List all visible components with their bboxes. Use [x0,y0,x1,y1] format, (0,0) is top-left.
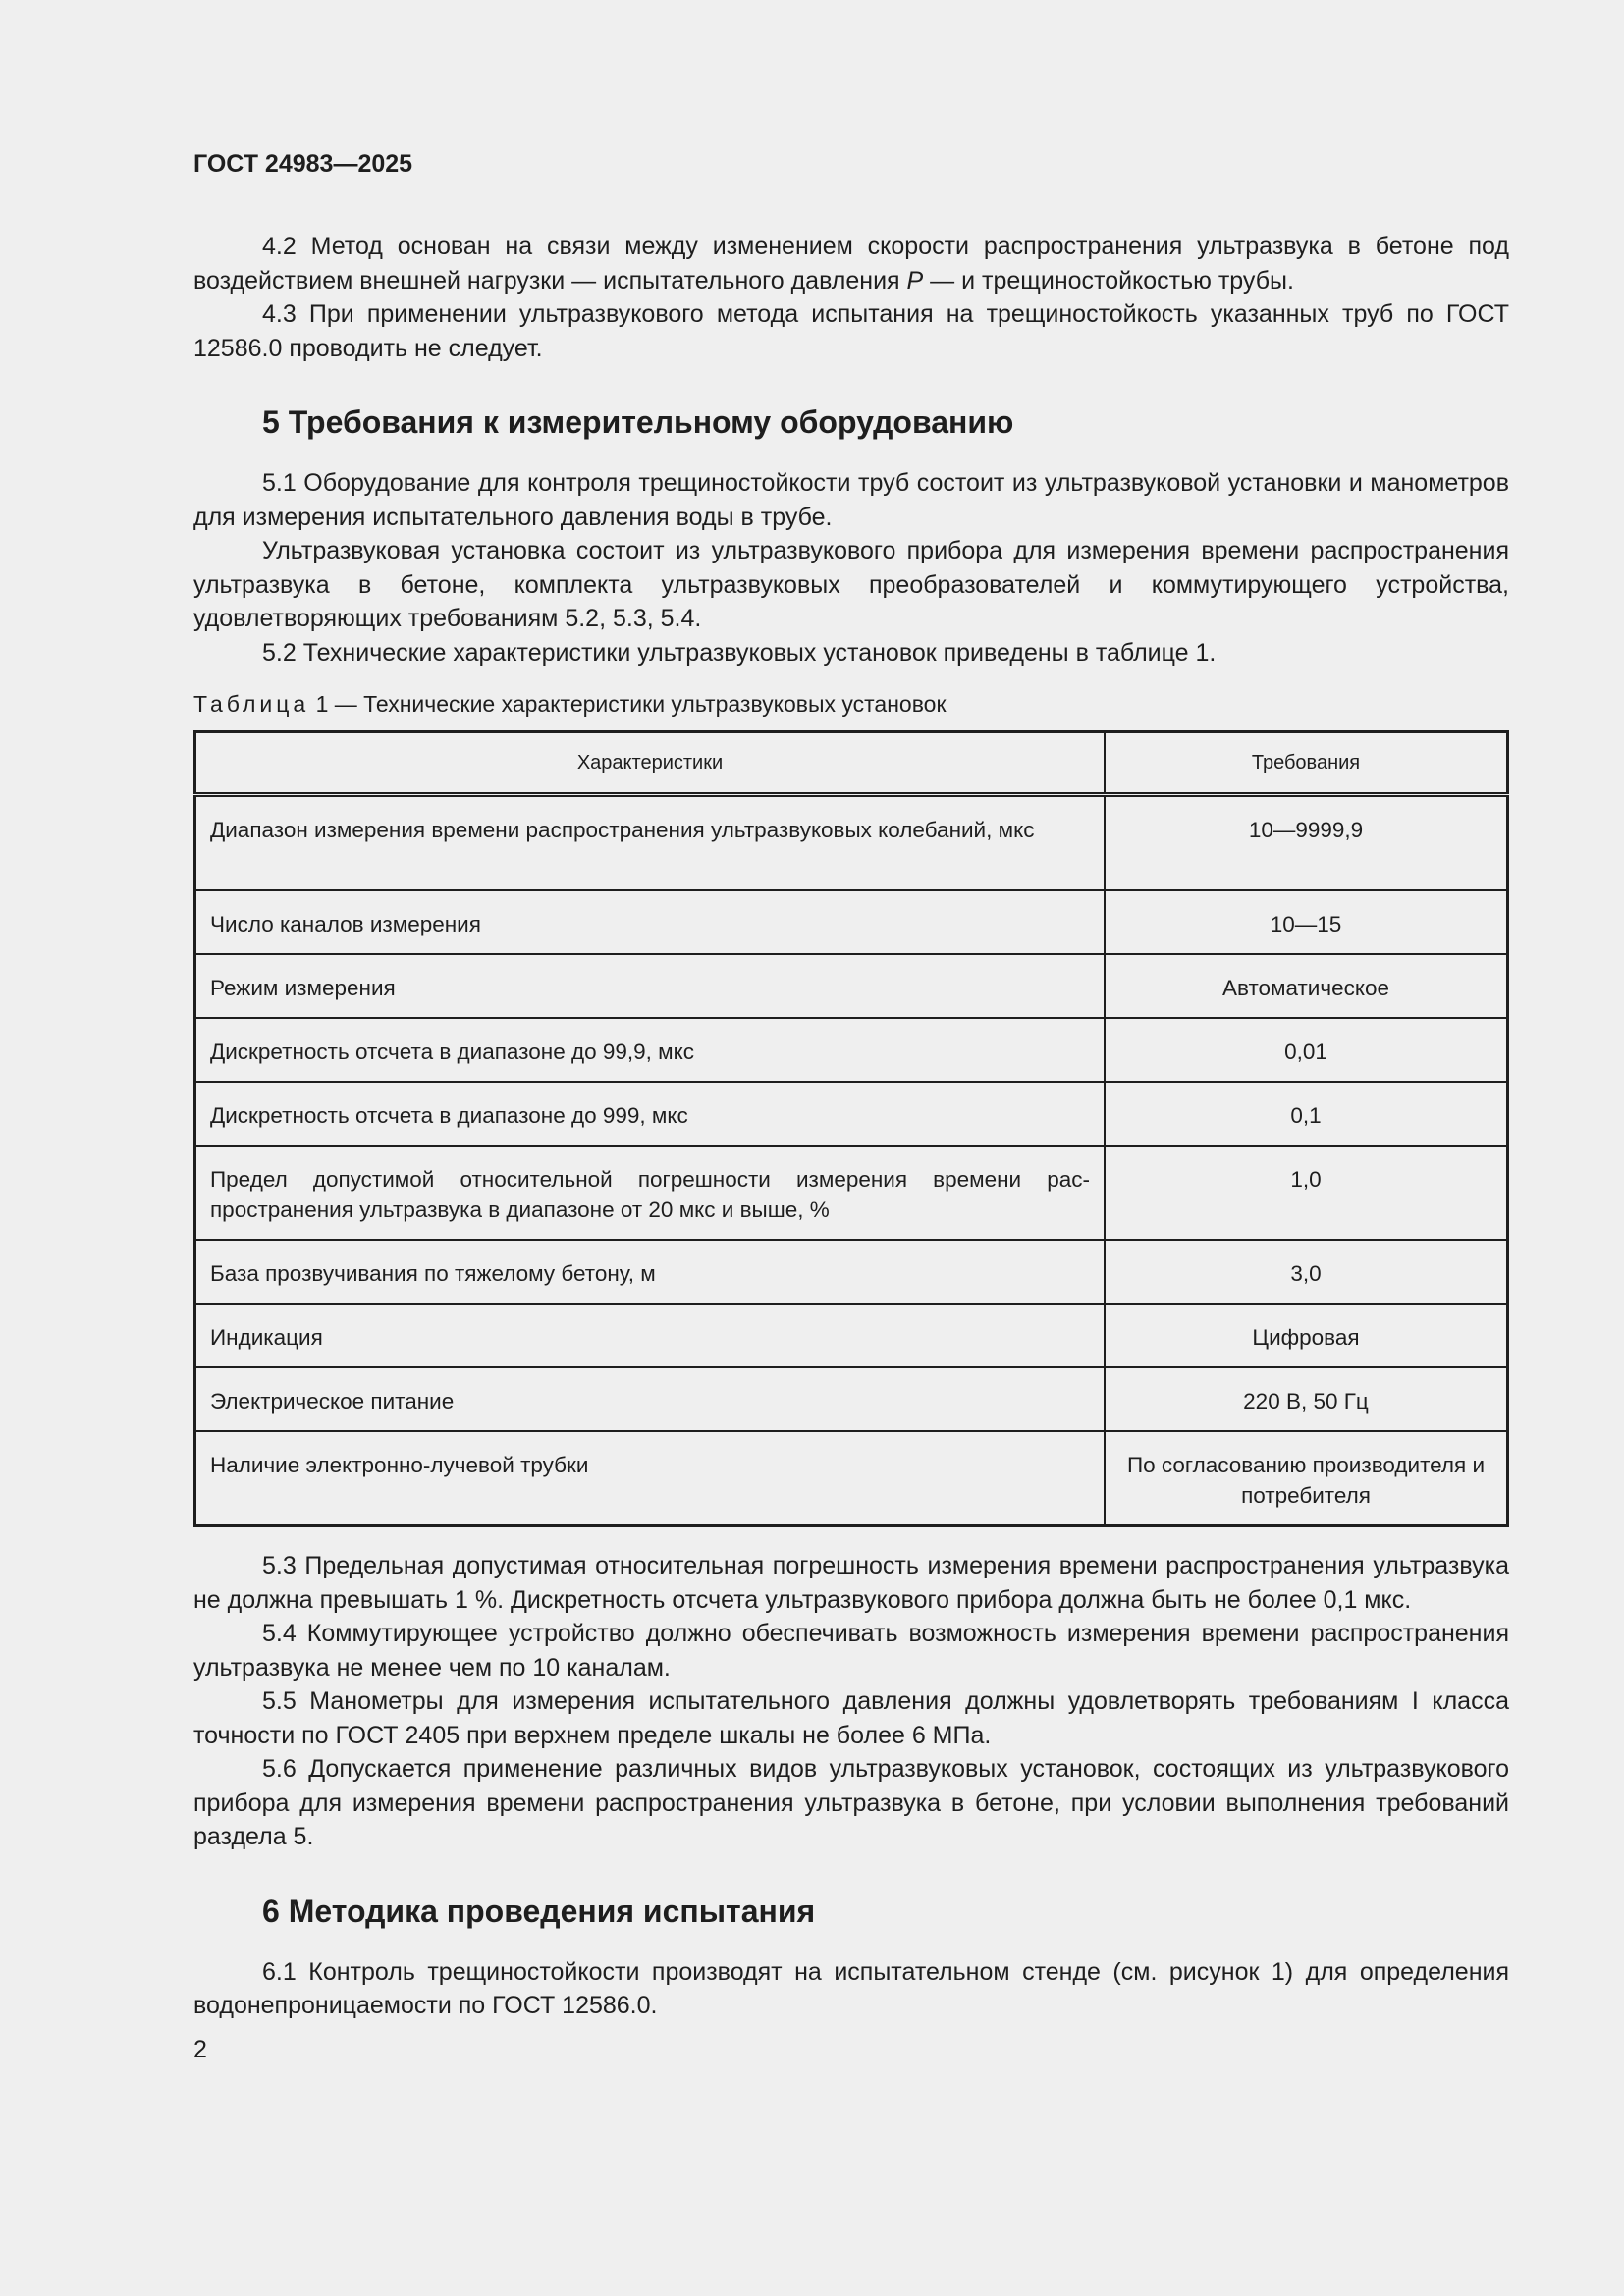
characteristic-cell: Дискретность отсчета в диапазоне до 99,9, мкс [195,1018,1106,1082]
table-row [195,1367,1508,1431]
characteristic-cell: База прозвучивания по тяжелому бетону, м [195,1240,1106,1304]
paragraph-5-2: 5.2 Технические характеристики ультразвуковых установок приведены в таблице 1. [262,638,1217,667]
section-6-title: 6 Методика проведения испытания [262,1893,816,1929]
table-row [195,1431,1508,1526]
requirement-cell: 10—15 [1105,890,1508,954]
table-row [195,890,1508,954]
paragraph-4-2-text-start: 4.2 Метод основан на связи между изменением скорости распространения ультразвука в бетоне под воздействием внешней нагрузки — испытательного давления [193,233,1509,294]
table-row [195,1304,1508,1367]
characteristic-cell: Электрическое питание [195,1367,1106,1431]
paragraph-4-3: 4.3 При применении ультразвукового метода испытания на трещиностойкость указанных труб по ГОСТ 12586.0 проводить не следует. [193,300,1509,362]
requirement-cell: Цифровая [1105,1304,1508,1367]
table-row [195,1146,1508,1240]
table-row [195,1240,1508,1304]
paragraph-6-1: 6.1 Контроль трещиностойкости производят на испытательном стенде (см. рисунок 1) для определения водонепроницаемости по ГОСТ 12586.0. [193,1957,1509,2019]
requirement-cell: 1,0 [1105,1146,1508,1240]
characteristic-cell: Индикация [195,1304,1106,1367]
page-number: 2 [193,2035,207,2063]
table-row [195,1082,1508,1146]
requirement-cell: 220 В, 50 Гц [1105,1367,1508,1431]
paragraph-5-6: 5.6 Допускается применение различных видов ультразвуковых установок, состоящих из ультразвукового прибора для измерения времени распространения ультразвука в бетоне, при условии выполнения требований раздела 5. [193,1755,1509,1850]
table-row [195,795,1508,891]
requirement-cell: 3,0 [1105,1240,1508,1304]
table-header-row [195,732,1508,795]
paragraph-5-3: 5.3 Предельная допустимая относительная погрешность измерения времени распространения ультразвука не должна превышать 1 %. Дискретность отсчета ультразвукового прибора должна быть не более 0,1 мкс. [193,1552,1509,1614]
specifications-table [193,730,1509,1527]
requirement-cell: Автоматическое [1105,954,1508,1018]
table-caption-word: Таблица [193,691,310,717]
paragraph-5-1-continued: Ультразвуковая установка состоит из ультразвукового прибора для измерения времени распространения ультразвука в бетоне, комплекта ультразвуковых преобразователей и коммутирующего устройства, удовлетворяющих требованиям 5.2, 5.3, 5.4. [193,537,1509,632]
document-page [193,147,1509,2066]
paragraph-5-5: 5.5 Манометры для измерения испытательного давления должны удовлетворять требованиям I класса точности по ГОСТ 2405 при верхнем пределе шкалы не более 6 МПа. [193,1687,1509,1749]
document-code-header: ГОСТ 24983—2025 [193,150,413,178]
column-header-requirements: Требования [1105,732,1508,795]
table-row [195,1018,1508,1082]
characteristic-cell: Наличие электронно-лучевой трубки [195,1431,1106,1526]
characteristic-cell: Дискретность отсчета в диапазоне до 999, мкс [195,1082,1106,1146]
characteristic-cell: Число каналов измерения [195,890,1106,954]
table-caption-text: 1 — Технические характеристики ультразвуковых установок [315,691,947,717]
requirement-cell: 10—9999,9 [1105,795,1508,891]
paragraph-5-4: 5.4 Коммутирующее устройство должно обеспечивать возможность измерения времени распространения ультразвука не менее чем по 10 каналам. [193,1620,1509,1682]
pressure-variable: P [906,266,924,294]
characteristic-cell: Режим измерения [195,954,1106,1018]
requirement-cell: 0,01 [1105,1018,1508,1082]
column-header-characteristics: Характеристики [195,732,1106,795]
requirement-cell: По согласованию производителя и потребителя [1105,1431,1508,1526]
table-1-caption [193,689,1509,719]
requirement-cell: 0,1 [1105,1082,1508,1146]
paragraph-4-2 [193,230,1509,297]
paragraph-4-2-text-end: — и трещиностойкостью трубы. [923,266,1294,294]
section-5-title: 5 Требования к измерительному оборудованию [262,404,1014,440]
paragraph-5-1: 5.1 Оборудование для контроля трещиностойкости труб состоит из ультразвуковой установки и манометров для измерения испытательного давления воды в трубе. [193,469,1509,531]
characteristic-cell: Предел допустимой относительной погрешности измерения времени распространения ультразвука в диапазоне от 20 мкс и выше, % [195,1146,1106,1240]
characteristic-cell: Диапазон измерения времени распространения ультразвуковых колебаний, мкс [195,795,1106,891]
table-row [195,954,1508,1018]
